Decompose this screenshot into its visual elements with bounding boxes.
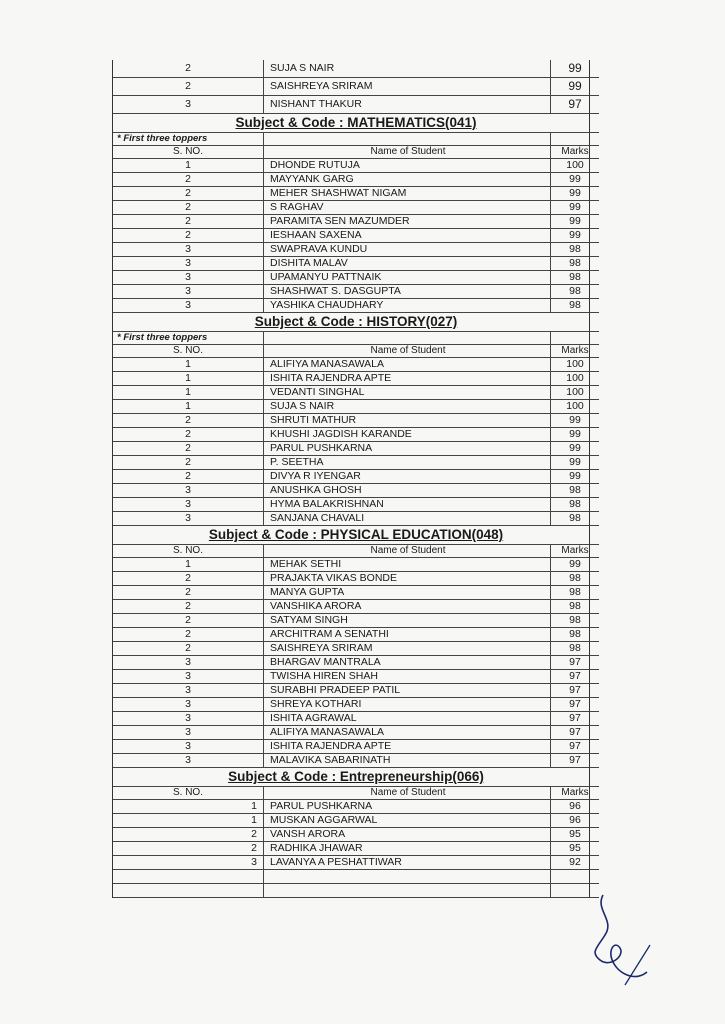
serial-number: 3 — [113, 243, 264, 257]
table-row — [113, 243, 599, 257]
student-name: SAISHREYA SRIRAM — [264, 78, 551, 96]
table-row — [113, 484, 599, 498]
table-row — [113, 470, 599, 484]
serial-number: 2 — [113, 586, 264, 600]
marks-header: Marks — [551, 787, 600, 800]
student-name: ISHITA RAJENDRA APTE — [264, 372, 551, 386]
marks-value: 98 — [551, 285, 600, 299]
subject-heading-row — [113, 768, 599, 787]
serial-number: 2 — [113, 600, 264, 614]
table-row — [113, 159, 599, 173]
marks-value: 97 — [551, 670, 600, 684]
marks-value: 95 — [551, 828, 600, 842]
marks-value: 98 — [551, 484, 600, 498]
table-row — [113, 642, 599, 656]
table-row — [113, 215, 599, 229]
toppers-note: * First three toppers — [113, 133, 264, 146]
marks-value: 98 — [551, 243, 600, 257]
student-name: DHONDE RUTUJA — [264, 159, 551, 173]
toppers-note-row — [113, 332, 599, 345]
blank-cell — [264, 870, 551, 884]
table-row — [113, 229, 599, 243]
marks-value: 97 — [551, 754, 600, 768]
serial-number: 3 — [113, 96, 264, 114]
student-name: P. SEETHA — [264, 456, 551, 470]
table-row — [113, 60, 599, 78]
serial-number: 3 — [113, 712, 264, 726]
sno-header: S. NO. — [113, 787, 264, 800]
name-header: Name of Student — [264, 345, 551, 358]
marks-header: Marks — [551, 345, 600, 358]
student-name: ALIFIYA MANASAWALA — [264, 358, 551, 372]
serial-number: 1 — [113, 358, 264, 372]
table-row — [113, 201, 599, 215]
marks-value: 97 — [551, 740, 600, 754]
toppers-table-body — [113, 60, 599, 898]
marks-value: 98 — [551, 299, 600, 313]
student-name: SHRUTI MATHUR — [264, 414, 551, 428]
serial-number: 2 — [113, 842, 264, 856]
table-row — [113, 684, 599, 698]
marks-value: 96 — [551, 800, 600, 814]
table-row — [113, 726, 599, 740]
toppers-table — [113, 60, 599, 898]
student-name: BHARGAV MANTRALA — [264, 656, 551, 670]
column-header-row — [113, 787, 599, 800]
table-row — [113, 299, 599, 313]
marks-value: 98 — [551, 271, 600, 285]
student-name: SHREYA KOTHARI — [264, 698, 551, 712]
table-row — [113, 187, 599, 201]
marks-value: 99 — [551, 201, 600, 215]
serial-number: 2 — [113, 428, 264, 442]
marks-value: 98 — [551, 498, 600, 512]
toppers-note-row — [113, 133, 599, 146]
table-row — [113, 600, 599, 614]
student-name: ALIFIYA MANASAWALA — [264, 726, 551, 740]
student-name: VEDANTI SINGHAL — [264, 386, 551, 400]
table-row — [113, 96, 599, 114]
student-name: LAVANYA A PESHATTIWAR — [264, 856, 551, 870]
column-header-row — [113, 345, 599, 358]
table-row — [113, 614, 599, 628]
student-name: SWAPRAVA KUNDU — [264, 243, 551, 257]
marks-value: 99 — [551, 60, 600, 78]
student-name: HYMA BALAKRISHNAN — [264, 498, 551, 512]
blank-cell — [551, 870, 600, 884]
student-name: MEHER SHASHWAT NIGAM — [264, 187, 551, 201]
student-name: SHASHWAT S. DASGUPTA — [264, 285, 551, 299]
table-row — [113, 558, 599, 572]
serial-number: 3 — [113, 299, 264, 313]
serial-number: 3 — [113, 484, 264, 498]
student-name: SAISHREYA SRIRAM — [264, 642, 551, 656]
serial-number: 3 — [113, 498, 264, 512]
marks-value: 98 — [551, 642, 600, 656]
table-row — [113, 698, 599, 712]
table-row — [113, 372, 599, 386]
table-row — [113, 740, 599, 754]
student-name: PARUL PUSHKARNA — [264, 442, 551, 456]
marks-value: 99 — [551, 456, 600, 470]
table-row — [113, 512, 599, 526]
marks-value: 97 — [551, 698, 600, 712]
serial-number: 1 — [113, 800, 264, 814]
table-row — [113, 572, 599, 586]
student-name: MUSKAN AGGARWAL — [264, 814, 551, 828]
subject-title: Subject & Code : MATHEMATICS(041) — [235, 115, 477, 130]
note-spacer — [264, 332, 551, 345]
marks-value: 97 — [551, 684, 600, 698]
note-spacer — [551, 133, 600, 146]
marks-value: 99 — [551, 558, 600, 572]
marks-value: 97 — [551, 656, 600, 670]
table-row — [113, 442, 599, 456]
serial-number: 2 — [113, 229, 264, 243]
table-row — [113, 285, 599, 299]
marks-header: Marks — [551, 146, 600, 159]
table-row — [113, 754, 599, 768]
student-name: ARCHITRAM A SENATHI — [264, 628, 551, 642]
serial-number: 2 — [113, 442, 264, 456]
student-name: TWISHA HIREN SHAH — [264, 670, 551, 684]
student-name: MEHAK SETHI — [264, 558, 551, 572]
serial-number: 3 — [113, 271, 264, 285]
serial-number: 1 — [113, 386, 264, 400]
toppers-note: * First three toppers — [113, 332, 264, 345]
serial-number: 3 — [113, 740, 264, 754]
serial-number: 1 — [113, 558, 264, 572]
subject-heading — [113, 526, 599, 545]
note-spacer — [551, 332, 600, 345]
student-name: RADHIKA JHAWAR — [264, 842, 551, 856]
table-row — [113, 828, 599, 842]
table-row — [113, 386, 599, 400]
blank-row — [113, 870, 599, 884]
table-row — [113, 712, 599, 726]
table-row — [113, 842, 599, 856]
student-name: YASHIKA CHAUDHARY — [264, 299, 551, 313]
table-row — [113, 628, 599, 642]
table-row — [113, 670, 599, 684]
marks-value: 99 — [551, 428, 600, 442]
marks-value: 98 — [551, 628, 600, 642]
marks-value: 100 — [551, 386, 600, 400]
student-name: ANUSHKA GHOSH — [264, 484, 551, 498]
student-name: S RAGHAV — [264, 201, 551, 215]
serial-number: 3 — [113, 726, 264, 740]
student-name: MANYA GUPTA — [264, 586, 551, 600]
subject-title: Subject & Code : PHYSICAL EDUCATION(048) — [208, 527, 504, 542]
student-name: VANSHIKA ARORA — [264, 600, 551, 614]
serial-number: 2 — [113, 828, 264, 842]
subject-heading-row — [113, 526, 599, 545]
student-name: SURABHI PRADEEP PATIL — [264, 684, 551, 698]
signature-mark — [585, 890, 665, 990]
note-spacer — [264, 133, 551, 146]
serial-number: 3 — [113, 285, 264, 299]
table-row — [113, 78, 599, 96]
student-name: SATYAM SINGH — [264, 614, 551, 628]
serial-number: 2 — [113, 614, 264, 628]
marks-value: 98 — [551, 614, 600, 628]
subject-heading — [113, 313, 599, 332]
serial-number: 3 — [113, 257, 264, 271]
marks-value: 98 — [551, 586, 600, 600]
serial-number: 3 — [113, 856, 264, 870]
serial-number: 1 — [113, 814, 264, 828]
subject-heading-row — [113, 313, 599, 332]
table-row — [113, 800, 599, 814]
marks-value: 96 — [551, 814, 600, 828]
marks-value: 99 — [551, 78, 600, 96]
table-row — [113, 456, 599, 470]
student-name: ISHITA RAJENDRA APTE — [264, 740, 551, 754]
table-row — [113, 814, 599, 828]
student-name: ISHITA AGRAWAL — [264, 712, 551, 726]
marks-value: 97 — [551, 712, 600, 726]
table-row — [113, 400, 599, 414]
marks-header: Marks — [551, 545, 600, 558]
marks-value: 98 — [551, 572, 600, 586]
serial-number: 2 — [113, 60, 264, 78]
name-header: Name of Student — [264, 545, 551, 558]
marks-value: 99 — [551, 229, 600, 243]
marks-value: 99 — [551, 187, 600, 201]
student-name: NISHANT THAKUR — [264, 96, 551, 114]
marks-value: 97 — [551, 96, 600, 114]
serial-number: 2 — [113, 215, 264, 229]
serial-number: 2 — [113, 201, 264, 215]
serial-number: 1 — [113, 159, 264, 173]
table-row — [113, 586, 599, 600]
serial-number: 3 — [113, 698, 264, 712]
marks-value: 100 — [551, 159, 600, 173]
marks-value: 95 — [551, 842, 600, 856]
blank-cell — [113, 884, 264, 898]
marks-value: 97 — [551, 726, 600, 740]
table-row — [113, 257, 599, 271]
marks-value: 92 — [551, 856, 600, 870]
table-row — [113, 856, 599, 870]
serial-number: 2 — [113, 78, 264, 96]
subject-title: Subject & Code : HISTORY(027) — [254, 314, 458, 329]
subject-heading-row — [113, 114, 599, 133]
table-row — [113, 271, 599, 285]
marks-value: 99 — [551, 442, 600, 456]
blank-cell — [264, 884, 551, 898]
sno-header: S. NO. — [113, 146, 264, 159]
marks-value: 98 — [551, 600, 600, 614]
serial-number: 2 — [113, 642, 264, 656]
serial-number: 2 — [113, 414, 264, 428]
serial-number: 3 — [113, 670, 264, 684]
student-name: VANSH ARORA — [264, 828, 551, 842]
serial-number: 3 — [113, 512, 264, 526]
serial-number: 3 — [113, 684, 264, 698]
column-header-row — [113, 545, 599, 558]
serial-number: 3 — [113, 754, 264, 768]
marks-value: 99 — [551, 173, 600, 187]
marks-value: 99 — [551, 414, 600, 428]
table-row — [113, 358, 599, 372]
student-name: PARUL PUSHKARNA — [264, 800, 551, 814]
student-name: UPAMANYU PATTNAIK — [264, 271, 551, 285]
serial-number: 2 — [113, 456, 264, 470]
student-name: IESHAAN SAXENA — [264, 229, 551, 243]
toppers-sheet — [112, 60, 590, 898]
sno-header: S. NO. — [113, 345, 264, 358]
student-name: DISHITA MALAV — [264, 257, 551, 271]
serial-number: 2 — [113, 628, 264, 642]
student-name: DIVYA R IYENGAR — [264, 470, 551, 484]
subject-title: Subject & Code : Entrepreneurship(066) — [228, 769, 484, 784]
serial-number: 2 — [113, 470, 264, 484]
subject-heading — [113, 114, 599, 133]
table-row — [113, 414, 599, 428]
marks-value: 100 — [551, 400, 600, 414]
serial-number: 3 — [113, 656, 264, 670]
serial-number: 1 — [113, 372, 264, 386]
student-name: MAYYANK GARG — [264, 173, 551, 187]
student-name: PRAJAKTA VIKAS BONDE — [264, 572, 551, 586]
student-name: SUJA S NAIR — [264, 400, 551, 414]
subject-heading — [113, 768, 599, 787]
table-row — [113, 656, 599, 670]
name-header: Name of Student — [264, 146, 551, 159]
column-header-row — [113, 146, 599, 159]
table-row — [113, 498, 599, 512]
marks-value: 98 — [551, 512, 600, 526]
student-name: SANJANA CHAVALI — [264, 512, 551, 526]
serial-number: 2 — [113, 572, 264, 586]
marks-value: 98 — [551, 257, 600, 271]
blank-row — [113, 884, 599, 898]
student-name: SUJA S NAIR — [264, 60, 551, 78]
marks-value: 100 — [551, 358, 600, 372]
marks-value: 100 — [551, 372, 600, 386]
student-name: PARAMITA SEN MAZUMDER — [264, 215, 551, 229]
blank-cell — [113, 870, 264, 884]
table-row — [113, 428, 599, 442]
sno-header: S. NO. — [113, 545, 264, 558]
serial-number: 2 — [113, 187, 264, 201]
student-name: MALAVIKA SABARINATH — [264, 754, 551, 768]
student-name: KHUSHI JAGDISH KARANDE — [264, 428, 551, 442]
name-header: Name of Student — [264, 787, 551, 800]
serial-number: 1 — [113, 400, 264, 414]
marks-value: 99 — [551, 470, 600, 484]
serial-number: 2 — [113, 173, 264, 187]
marks-value: 99 — [551, 215, 600, 229]
table-row — [113, 173, 599, 187]
